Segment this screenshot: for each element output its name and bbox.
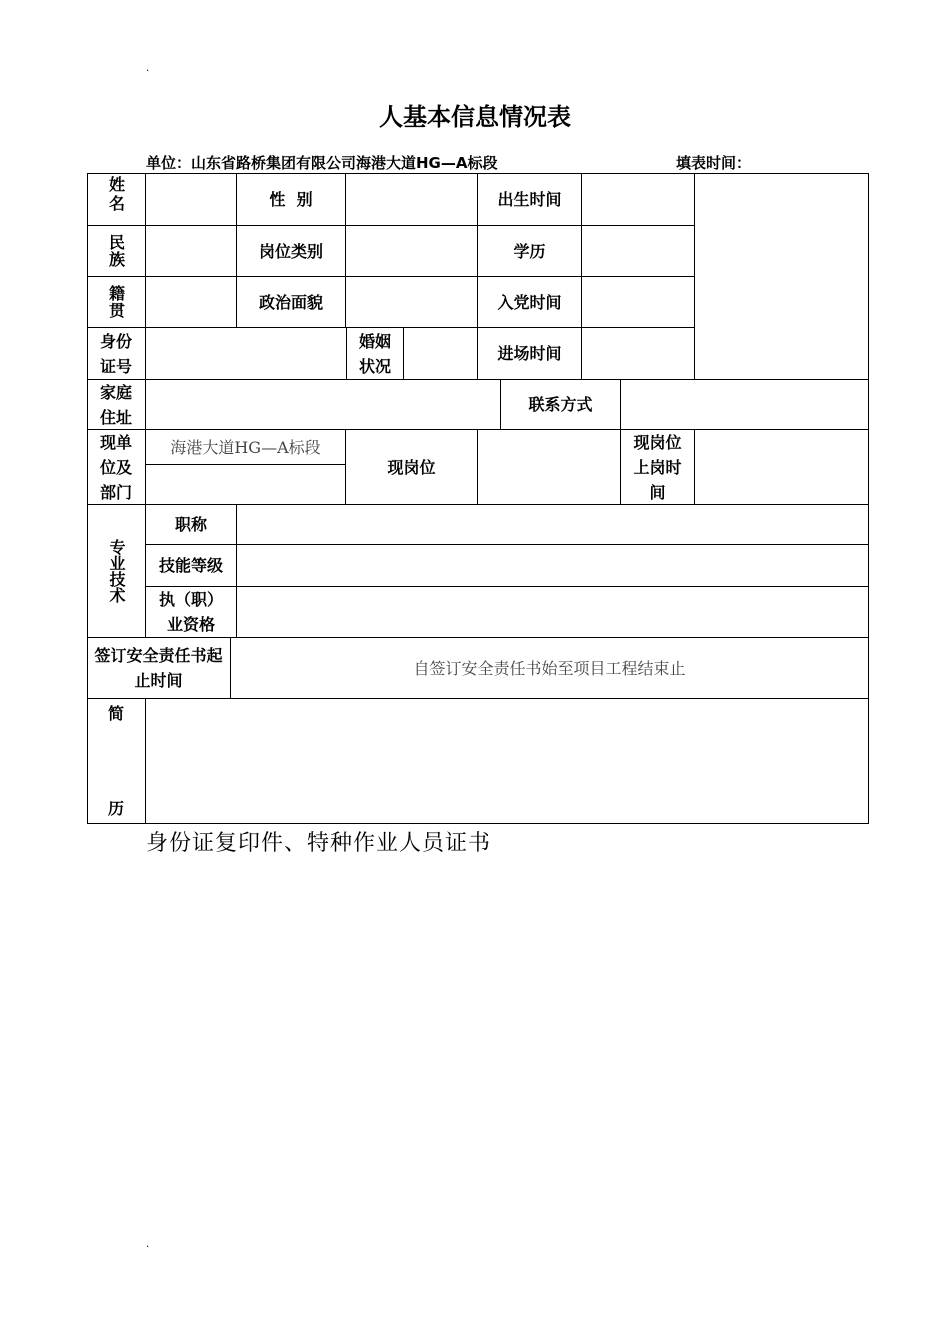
field-political-status[interactable]	[346, 277, 478, 328]
label-id-number	[87, 328, 146, 380]
page-marker-dot-bottom: .	[146, 1239, 150, 1250]
label-safety-sign-period-text: 签订安全责任书起止时间	[94, 646, 223, 690]
label-current-post-text: 现岗位	[387, 457, 436, 477]
label-current-unit-dept	[87, 430, 146, 505]
field-current-unit-text: 海港大道HG—A标段	[170, 437, 321, 457]
label-safety-sign-period	[87, 638, 231, 699]
field-native-place[interactable]	[146, 277, 237, 328]
label-practice-qualification-text: 执（职）业资格	[158, 590, 223, 634]
label-site-entry-date-text: 进场时间	[497, 344, 562, 363]
label-native-place-text: 籍贯	[106, 285, 126, 319]
page-marker-dot: .	[146, 63, 150, 74]
photo-box[interactable]	[695, 174, 869, 380]
field-education[interactable]	[582, 226, 695, 277]
label-ethnicity-text: 民族	[106, 234, 126, 268]
label-practice-qualification	[146, 587, 237, 638]
label-resume-bottom: 历	[107, 799, 124, 818]
label-gender	[237, 174, 346, 226]
field-party-join-date[interactable]	[582, 277, 695, 328]
label-gender-text: 性 别	[269, 190, 313, 209]
label-resume-top: 简	[107, 704, 124, 723]
label-professional-tech-text: 专业技术	[107, 539, 126, 603]
field-safety-sign-period-text: 自签订安全责任书始至项目工程结束止	[413, 658, 686, 678]
label-education-text: 学历	[513, 241, 546, 261]
label-id-number-text: 身份证号	[99, 331, 132, 376]
field-skill-level[interactable]	[237, 545, 869, 587]
label-current-post	[346, 430, 478, 505]
field-title-rank[interactable]	[237, 505, 869, 545]
unit-line	[146, 152, 866, 174]
field-home-address[interactable]	[146, 380, 501, 430]
field-safety-sign-period[interactable]	[231, 638, 869, 699]
label-professional-tech	[87, 505, 146, 638]
label-education	[478, 226, 582, 277]
page-title: 人基本信息情况表	[379, 103, 571, 131]
field-resume[interactable]	[146, 699, 869, 824]
label-party-join-date-text: 入党时间	[497, 292, 562, 312]
label-ethnicity	[87, 226, 146, 277]
label-native-place	[87, 277, 146, 328]
label-title-rank	[146, 505, 237, 545]
label-resume	[87, 699, 146, 824]
attachments-heading: 身份证复印件、特种作业人员证书	[146, 831, 492, 856]
label-marital-status-text: 婚姻状况	[358, 331, 391, 376]
label-political-status-text: 政治面貌	[258, 292, 323, 312]
label-skill-level	[146, 545, 237, 587]
label-current-post-start	[621, 430, 695, 505]
fill-date-label: 填表时间：	[676, 154, 752, 172]
field-birth-date[interactable]	[582, 174, 695, 226]
field-current-unit[interactable]	[146, 430, 346, 465]
label-title-rank-text: 职称	[174, 515, 207, 534]
label-contact	[501, 380, 621, 430]
label-political-status	[237, 277, 346, 328]
label-post-category	[237, 226, 346, 277]
label-birth-date-text: 出生时间	[497, 190, 562, 209]
label-name-text: 姓名	[106, 176, 126, 214]
field-current-post[interactable]	[478, 430, 621, 505]
label-name	[87, 174, 146, 226]
field-site-entry-date[interactable]	[582, 328, 695, 380]
field-post-category[interactable]	[346, 226, 478, 277]
label-site-entry-date	[478, 328, 582, 380]
label-contact-text: 联系方式	[528, 395, 593, 414]
label-marital-status	[347, 328, 404, 380]
label-current-unit-dept-text: 现单位及部门	[99, 432, 132, 502]
field-gender[interactable]	[346, 174, 478, 226]
label-party-join-date	[478, 277, 582, 328]
label-home-address-text: 家庭住址	[99, 382, 132, 427]
field-contact[interactable]	[621, 380, 869, 430]
field-id-number[interactable]	[146, 328, 347, 380]
unit-text: 单位：山东省路桥集团有限公司海港大道HG—A标段	[146, 154, 498, 172]
label-post-category-text: 岗位类别	[258, 241, 323, 261]
label-current-post-start-text: 现岗位上岗时间	[633, 432, 682, 502]
label-birth-date	[478, 174, 582, 226]
field-current-dept[interactable]	[146, 465, 346, 505]
field-name[interactable]	[146, 174, 237, 226]
field-practice-qualification[interactable]	[237, 587, 869, 638]
label-skill-level-text: 技能等级	[158, 556, 223, 575]
field-ethnicity[interactable]	[146, 226, 237, 277]
field-marital-status[interactable]	[404, 328, 478, 380]
label-home-address	[87, 380, 146, 430]
field-current-post-start[interactable]	[695, 430, 869, 505]
